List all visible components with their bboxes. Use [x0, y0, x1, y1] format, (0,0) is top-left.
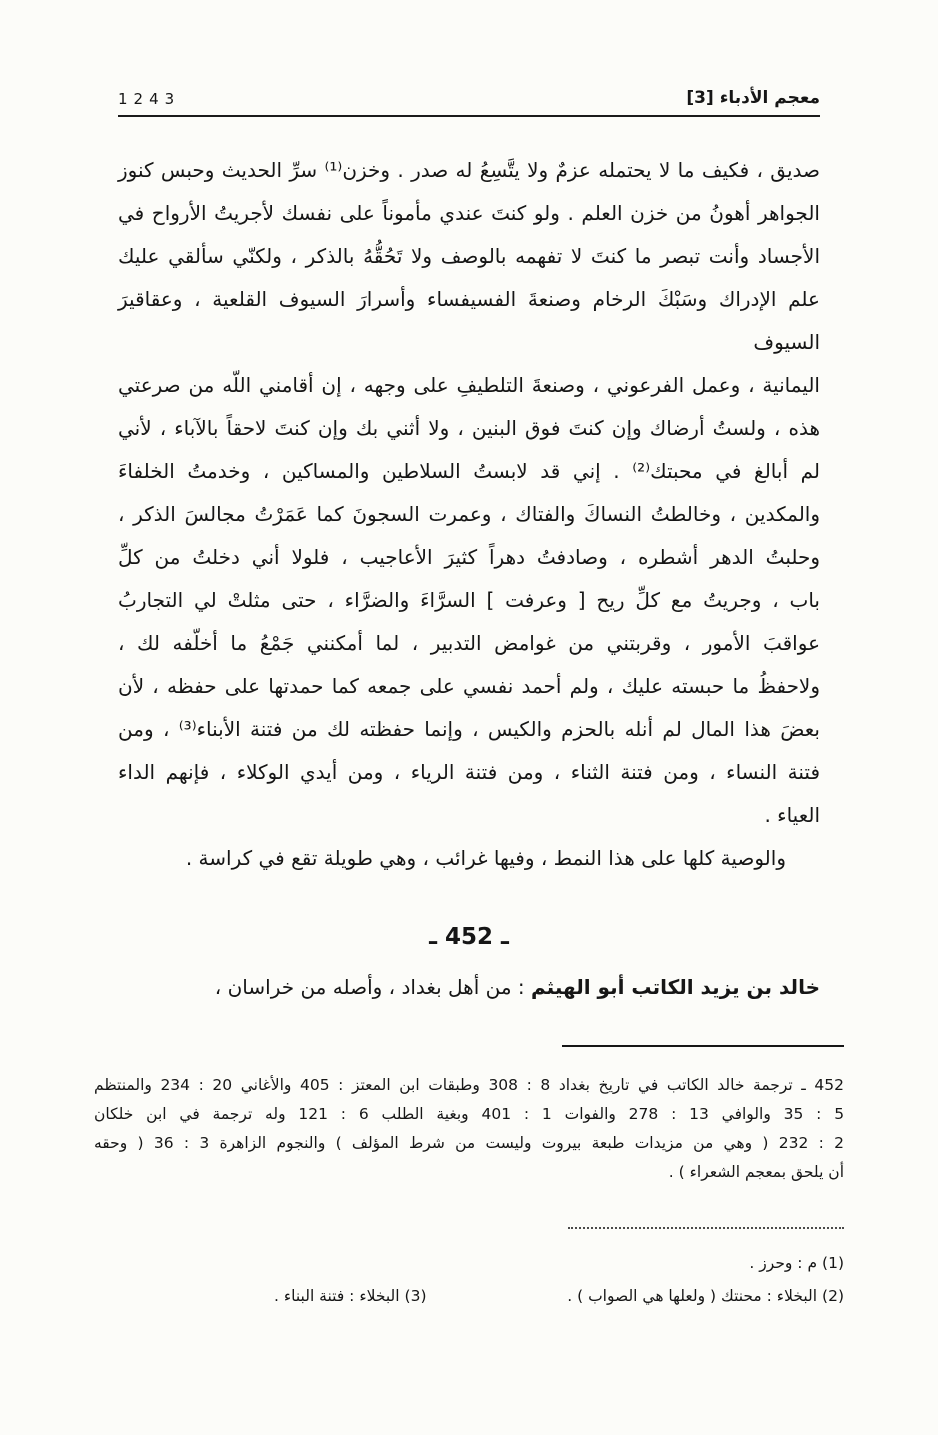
- footnote-2: [567, 1280, 844, 1313]
- biography-reference-note: [94, 1071, 844, 1187]
- text-line-5: اليمانية ، وعمل الفرعوني ، وصنعةَ التلطيفِ على وجهه ، إن أقامني اللّه من صرعتي: [118, 373, 820, 397]
- footnote-2-marker: (2): [822, 1287, 844, 1305]
- footnote-area: [94, 1045, 844, 1313]
- text-line-7: لم أبالغ في محبتك⁽²⁾ . إني قد لابستُ السلاطين والمساكين ، وخدمتُ الخلفاءَ: [118, 459, 820, 483]
- footnote-1-marker: (1): [822, 1254, 844, 1272]
- footnote-row-1: [94, 1247, 844, 1280]
- entry-heading: [118, 966, 820, 1009]
- dotted-separator-rule: [568, 1227, 844, 1229]
- footnote-1: [749, 1247, 844, 1280]
- text-line-3: الأجساد وأنت تبصر ما كنتَ لا تفهمه بالوصف ولا تَحُقُّهُ بالذكر ، ولكنّي سألقي عليك: [118, 244, 820, 268]
- text-line-14: فتنة النساء ، ومن فتنة الثناء ، ومن فتنة الرياء ، ومن أيدي الوكلاء ، فإنهم الداء: [118, 760, 820, 784]
- text-line-12: ولاحفظُ ما حبسته عليك ، ولم أحمد نفسي على جمعه كما حمدتها على حفظه ، لأن: [118, 674, 820, 698]
- text-line-8: والمكدين ، وخالطتُ النساكَ والفتاك ، وعمرت السجونَ كما عَمَرْتُ مجالسَ الذكر ،: [118, 502, 820, 526]
- text-line-11: عواقبَ الأمور ، وقربتني من غوامض التدبير ، لما أمكنني جَمْعُ ما أخلّفه لك ،: [118, 631, 820, 655]
- footnote-list: [94, 1247, 844, 1313]
- entry-name: خالد بن يزيد الكاتب أبو الهيثم: [531, 975, 820, 999]
- text-line-2: الجواهر أهونُ من خزن العلم . ولو كنتَ عندي مأموناً على نفسك لأجريتُ الأرواح في: [118, 201, 820, 225]
- text-line-10: باب ، وجريتُ مع كلِّ ريح [ وعرفت ] السرَّاءَ والضرَّاء ، حتى مثلتْ لي التجاربُ: [118, 588, 820, 612]
- text-line-4: علم الإدراك وسَبْكَ الرخام وصنعةَ الفسيفساء وأسرارَ السيوف القلعية ، وعقاقيرَ السيوف: [118, 287, 820, 354]
- book-title: معجم الأدباء [3]: [686, 88, 820, 108]
- footnote-1-text: م : وحرز .: [749, 1254, 818, 1272]
- text-line-6: هذه ، ولستُ أرضاك وإن كنتَ فوق البنين ، ولا أثني بك وإن كنتَ لاحقاً بالآباء ، لأني: [118, 416, 820, 440]
- footnote-3: [274, 1280, 427, 1313]
- footnote-2-text: البخلاء : محنتك ( ولعلها هي الصواب ) .: [567, 1287, 818, 1305]
- page-header: [118, 88, 820, 117]
- biblio-line-4: أن يلحق بمعجم الشعراء ) .: [668, 1163, 844, 1181]
- footnote-3-marker: (3): [404, 1287, 427, 1305]
- biblio-line-3: 2 : 232 ( وهي من مزيدات طبعة بيروت وليست من شرط المؤلف ) والنجوم الزاهرة 3 : 36 ( وحقه: [94, 1134, 844, 1152]
- text-line-9: وحلبتُ الدهر أشطره ، وصادفتُ دهراً كثيرَ الأعاجيب ، فلولا أني دخلتُ من كلِّ: [118, 545, 820, 569]
- footnote-3-text: البخلاء : فتنة البناء .: [274, 1287, 400, 1305]
- biblio-line-1: 452 ـ ترجمة خالد الكاتب في تاريخ بغداد 8 : 308 وطبقات ابن المعتز : 405 والأغاني 20 : 234 والمنتظم: [94, 1076, 845, 1094]
- entry-number: ـ 452 ـ: [429, 924, 509, 950]
- page-number: 1243: [118, 90, 181, 108]
- footnote-separator-rule: [562, 1045, 844, 1047]
- biblio-line-2: 5 : 35 والوافي 13 : 278 والفوات 1 : 401 وبغية الطلب 6 : 121 وله ترجمة في ابن خلكان: [94, 1105, 845, 1123]
- main-text: [118, 149, 820, 880]
- entry-intro: : من أهل بغداد ، وأصله من خراسان ،: [214, 975, 531, 999]
- text-line-13: بعضَ هذا المال لم أنله بالحزم والكيس ، وإنما حفظته لك من فتنة الأبناء⁽³⁾ ، ومن: [118, 717, 820, 741]
- footnote-row-2: [94, 1280, 844, 1313]
- closing-line: والوصية كلها على هذا النمط ، وفيها غرائب ، وهي طويلة تقع في كراسة .: [185, 846, 786, 870]
- text-line-1: صديق ، فكيف ما لا يحتمله عزمٌ ولا يتَّسِعُ له صدر . وخزن⁽¹⁾ سرِّ الحديث وحبس كنوز: [118, 158, 820, 182]
- text-line-15: العياء .: [764, 803, 820, 827]
